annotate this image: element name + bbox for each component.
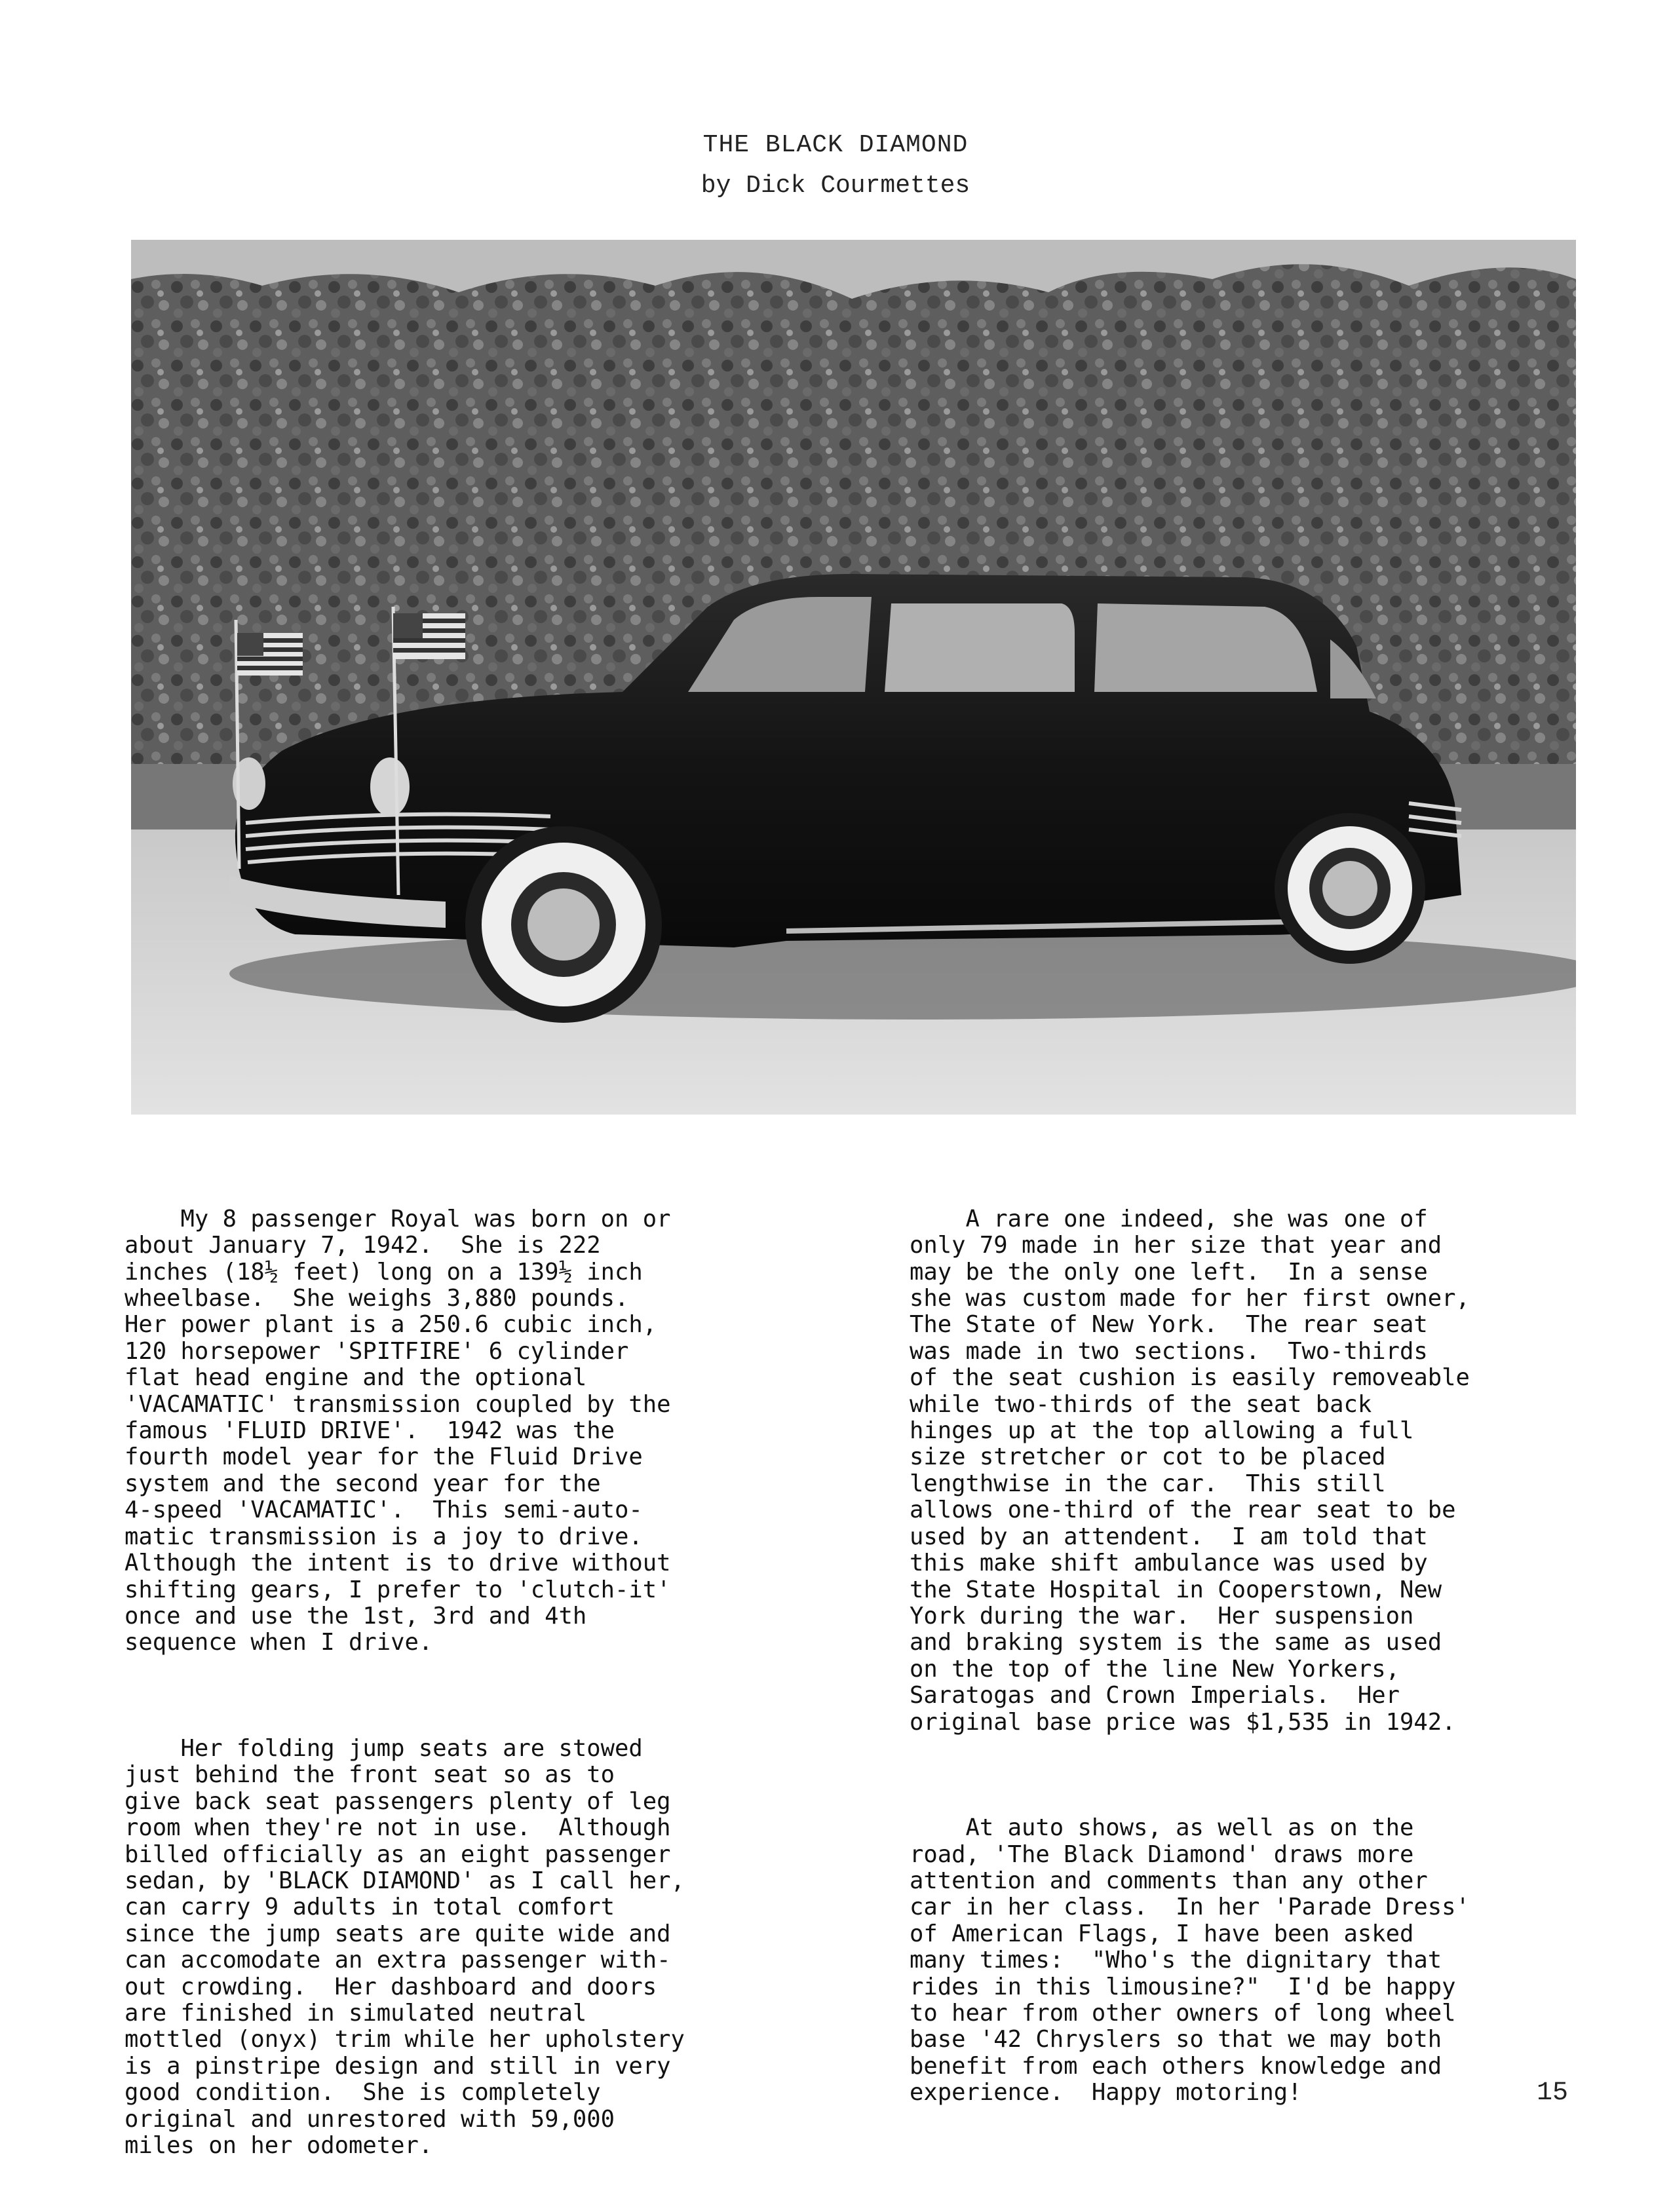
page-number: 15 xyxy=(1537,2078,1569,2108)
car-photo xyxy=(131,240,1576,1115)
right-paragraph-1: A rare one indeed, she was one of only 79 made in her size that year and may be the only one left. In a sense she was custom made for her first owner, The State of New York. The rear seat was made in two sections. Two-thirds of the seat cushion is easily removeable while two-thirds of the seat back hinges up at the top allowing a full size stretcher or cot to be placed lengthwise in the car. This still allows one-third of the rear seat to be used by an attendent. I am told that this make shift ambulance was used by the State Hospital in Cooperstown, New York during the war. Her suspension and braking system is the same as used on the top of the line New Yorkers, Saratogas and Crown Imperials. Her original base price was $1,535 in 1942. xyxy=(910,1205,1470,1736)
article-title: THE BLACK DIAMOND xyxy=(702,131,969,159)
rear-window xyxy=(1094,603,1317,692)
left-paragraph-1: My 8 passenger Royal was born on or about January 7, 1942. She is 222 inches (18½ feet) long on a 139½ inch wheelbase. She weighs 3,880 pounds. Her power plant is a 250.6 cubic inch, 120 horsepower 'SPITFIRE' 6 cylinder flat head engine and the optional 'VACAMATIC' transmission coupled by the famous 'FLUID DRIVE'. 1942 was the fourth model year for the Fluid Drive system and the second year for the 4-speed 'VACAMATIC'. This semi-auto- matic transmission is a joy to drive. Although the intent is to drive without shifting gears, I prefer to 'clutch-it' once and use the 1st, 3rd and 4th sequence when I drive. xyxy=(125,1205,671,1656)
front-wheel xyxy=(465,826,662,1023)
article-byline: by Dick Courmettes xyxy=(701,172,970,200)
right-column xyxy=(910,1153,1565,2159)
left-paragraph-2: Her folding jump seats are stowed just behind the front seat so as to give back seat passengers plenty of leg room when they're not in use. Although billed officially as an eight passenger sedan, by 'BLACK DIAMOND' as I call her, can carry 9 adults in total comfort since the jump seats are quite wide and can accomodate an extra passenger with- out crowding. Her dashboard and doors are finished in simulated neutral mottled (onyx) trim while her upholstery is a pinstripe design and still in very good condition. She is completely original and unrestored with 59,000 miles on her odometer. xyxy=(125,1734,685,2160)
front-window xyxy=(885,603,1075,692)
headlight-right xyxy=(370,757,410,816)
left-column xyxy=(125,1153,780,2212)
car-photo-illustration xyxy=(131,240,1576,1115)
rear-wheel xyxy=(1275,813,1425,964)
right-paragraph-2: At auto shows, as well as on the road, 'The Black Diamond' draws more attention and comments than any other car in her class. In her 'Parade Dress' of American Flags, I have been asked many times: "Who's the dignitary that rides in this limousine?" I'd be happy to hear from other owners of long wheel base '42 Chryslers so that we may both benefit from each others knowledge and experience. Happy motoring! xyxy=(910,1814,1470,2107)
